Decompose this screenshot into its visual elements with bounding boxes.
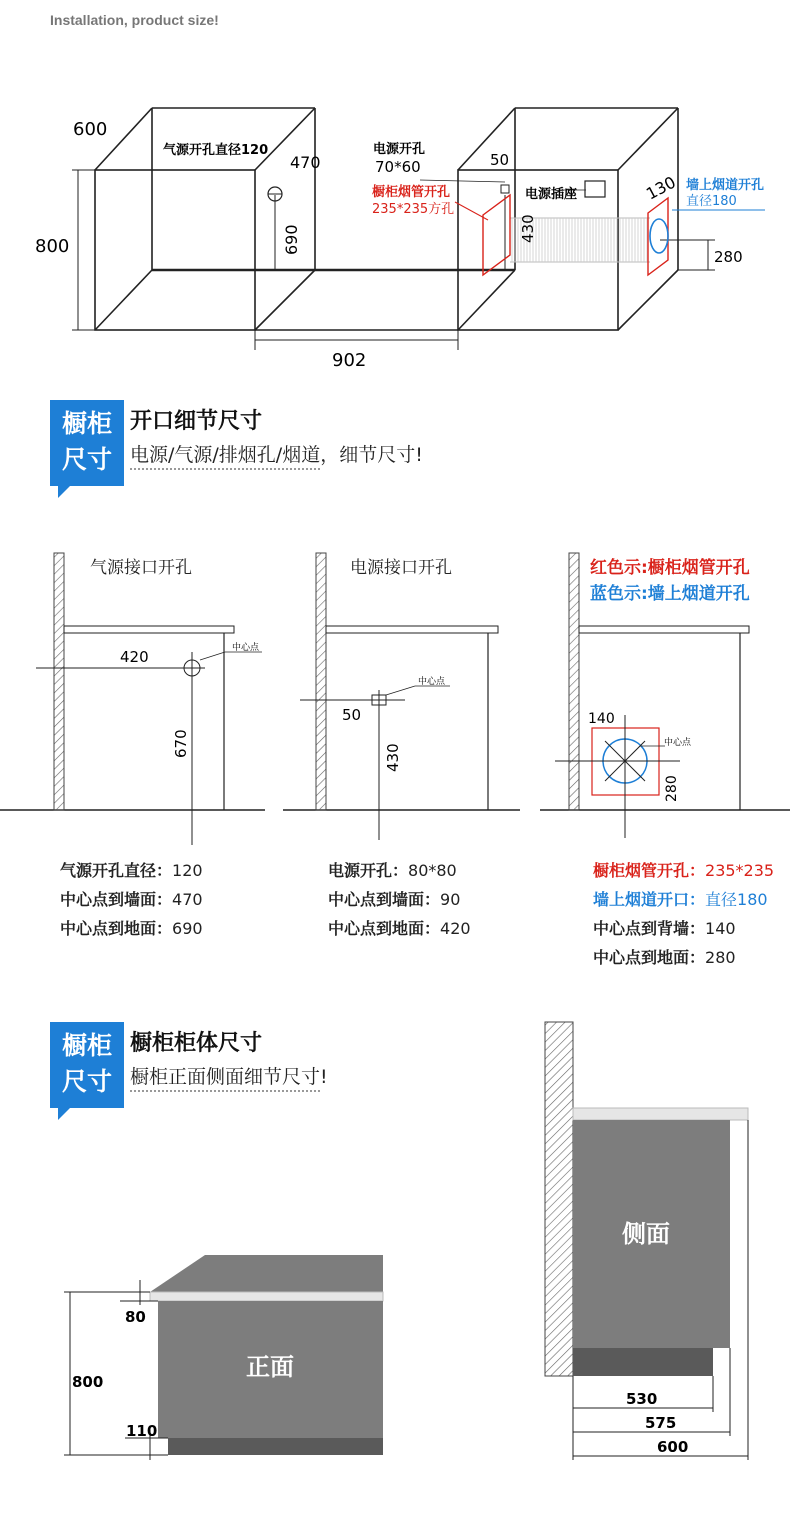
wall-flue-size: 直径180 bbox=[686, 194, 737, 209]
section2-subtitle: 橱柜正面侧面细节尺寸! bbox=[130, 1066, 328, 1088]
flue-dim-h: 140 bbox=[588, 711, 615, 727]
flue-dim-v: 280 bbox=[664, 775, 680, 802]
section1-title: 开口细节尺寸 bbox=[130, 409, 263, 434]
section1-divider bbox=[130, 466, 320, 470]
flue-panel-title-red: 红色示:橱柜烟管开孔 bbox=[590, 558, 750, 578]
dim-depth-label: 600 bbox=[73, 119, 108, 140]
gas-panel-title: 气源接口开孔 bbox=[90, 558, 192, 578]
power-center-label: 中心点 bbox=[418, 677, 446, 687]
section1-badge-line1: 橱柜 bbox=[61, 409, 112, 438]
gas-dim-v: 670 bbox=[172, 729, 190, 758]
spec-value: 235*235 bbox=[705, 861, 775, 880]
wall-flue-hole bbox=[650, 219, 668, 253]
spec-key: 橱柜烟管开孔： bbox=[593, 861, 706, 880]
dim-430-label: 430 bbox=[519, 214, 537, 243]
spec-key: 中心点到地面： bbox=[60, 919, 173, 938]
section2-badge-line1: 橱柜 bbox=[61, 1031, 112, 1060]
section2-title: 橱柜柜体尺寸 bbox=[130, 1031, 263, 1056]
dim-280-label: 280 bbox=[714, 248, 743, 266]
front-dim-80: 80 bbox=[125, 1308, 146, 1326]
gas-hole-label: 气源开孔直径120 bbox=[163, 143, 269, 158]
spec-value: 280 bbox=[705, 948, 736, 967]
spec-key: 中心点到墙面： bbox=[328, 890, 441, 909]
spec-value: 120 bbox=[172, 861, 203, 880]
wall-flue-label: 墙上烟道开孔 bbox=[686, 178, 765, 193]
side-dim-575: 575 bbox=[645, 1414, 677, 1432]
dim-50-label: 50 bbox=[490, 151, 510, 169]
gas-specs bbox=[60, 856, 203, 943]
spec-key: 中心点到地面： bbox=[328, 919, 441, 938]
gas-center-label: 中心点 bbox=[232, 643, 260, 653]
spec-row bbox=[60, 856, 203, 885]
dim-902-label: 902 bbox=[332, 350, 367, 371]
cabinet-pipe-hole bbox=[483, 195, 510, 275]
spec-key: 气源开孔直径： bbox=[60, 861, 173, 880]
power-hole-size: 70*60 bbox=[375, 158, 421, 176]
spec-key: 中心点到背墙： bbox=[593, 919, 706, 938]
socket-label: 电源插座 bbox=[525, 187, 578, 202]
front-view-label: 正面 bbox=[246, 1353, 294, 1381]
spec-value: 80*80 bbox=[408, 861, 457, 880]
opening-detail-diagrams bbox=[0, 540, 790, 850]
spec-key: 电源开孔： bbox=[328, 861, 409, 880]
flue-specs bbox=[593, 856, 774, 972]
spec-key: 中心点到地面： bbox=[593, 948, 706, 967]
spec-row bbox=[328, 856, 471, 885]
side-dim-600: 600 bbox=[657, 1438, 689, 1456]
spec-value: 90 bbox=[440, 890, 461, 909]
section1-badge bbox=[50, 400, 124, 486]
side-dim-530: 530 bbox=[626, 1390, 658, 1408]
spec-row bbox=[593, 943, 774, 972]
gas-dim-h: 420 bbox=[120, 648, 149, 666]
spec-row bbox=[328, 885, 471, 914]
front-dim-110: 110 bbox=[126, 1422, 158, 1440]
section1-badge-line2: 尺寸 bbox=[61, 445, 112, 474]
side-view-label: 侧面 bbox=[622, 1220, 670, 1248]
power-dim-v: 430 bbox=[384, 743, 402, 772]
spec-row bbox=[60, 885, 203, 914]
power-dim-h: 50 bbox=[342, 706, 362, 724]
spec-row bbox=[593, 856, 774, 885]
cabinet-3d-diagram bbox=[0, 40, 790, 380]
front-dim-800: 800 bbox=[72, 1373, 104, 1391]
flue-panel-title-blue: 蓝色示:墙上烟道开孔 bbox=[590, 584, 750, 604]
spec-row bbox=[593, 885, 774, 914]
flue-panel-diagram bbox=[540, 553, 790, 838]
cabinet-pipe-size: 235*235方孔 bbox=[372, 202, 455, 217]
dim-height-label: 800 bbox=[35, 236, 70, 257]
spec-value: 140 bbox=[705, 919, 736, 938]
spec-value: 470 bbox=[172, 890, 203, 909]
power-hole-label: 电源开孔 bbox=[373, 142, 426, 157]
gas-panel-diagram bbox=[0, 553, 265, 845]
spec-value: 直径180 bbox=[705, 890, 768, 909]
spec-row bbox=[60, 914, 203, 943]
front-view bbox=[64, 1255, 383, 1460]
left-cabinet-front bbox=[95, 170, 255, 330]
cabinet-body-diagrams bbox=[0, 1015, 790, 1510]
spec-value: 420 bbox=[440, 919, 471, 938]
power-specs bbox=[328, 856, 471, 943]
spec-key: 中心点到墙面： bbox=[60, 890, 173, 909]
spec-row bbox=[593, 914, 774, 943]
spec-key: 墙上烟道开口： bbox=[593, 890, 706, 909]
power-panel-title: 电源接口开孔 bbox=[350, 558, 452, 578]
spec-row bbox=[328, 914, 471, 943]
section2-badge-line2: 尺寸 bbox=[61, 1067, 112, 1096]
power-panel-diagram bbox=[283, 553, 520, 840]
dim-130-label: 130 bbox=[642, 172, 679, 204]
cabinet-pipe-label: 橱柜烟管开孔 bbox=[372, 185, 451, 200]
page-title: Installation, product size! bbox=[50, 12, 219, 28]
dim-690-label: 690 bbox=[282, 224, 301, 255]
flue-center-label: 中心点 bbox=[664, 738, 692, 748]
section1-subtitle: 电源/气源/排烟孔/烟道，细节尺寸! bbox=[130, 444, 423, 466]
dim-470-label: 470 bbox=[290, 153, 321, 172]
spec-value: 690 bbox=[172, 919, 203, 938]
